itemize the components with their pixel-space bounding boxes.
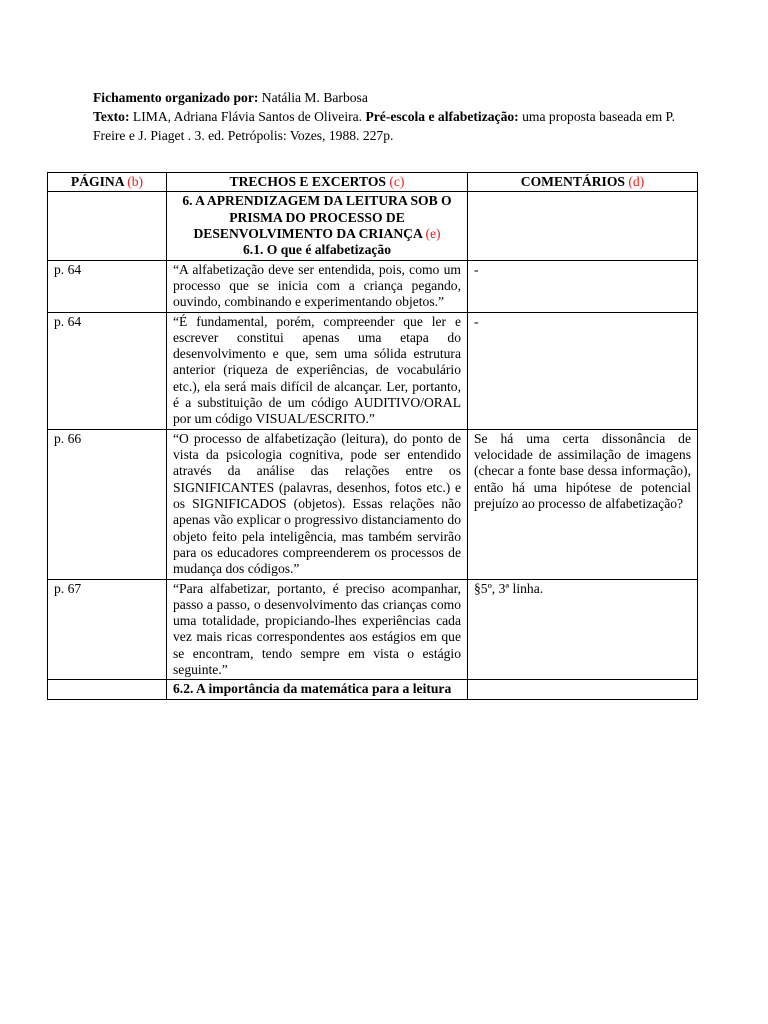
reading-notes-table bbox=[47, 172, 698, 700]
organized-by-label: Fichamento organizado por: bbox=[93, 90, 259, 105]
column-header-excerpts: TRECHOS E EXCERTOS (c) bbox=[167, 173, 468, 192]
source-text-line bbox=[93, 107, 683, 145]
excerpt-cell: “O processo de alfabetização (leitura), do ponto de vista da psicologia cognitiva, pode ser entendido através da análise das relações entre os SIGNIFICANTES (palavras, desenhos, fotos etc.) e os SIGNIFICADOS (objetos). Essas relações não apenas vão explicar o progressivo distanciamento do objeto feito pela inteligência, mas também servirão para os educadores compreenderem os processos de mudança dos códigos.” bbox=[167, 429, 468, 579]
comment-cell: Se há uma certa dissonância de velocidade de assimilação de imagens (checar a fonte base dessa informação), então há uma hipótese de potencial prejuízo ao processo de alfabetização? bbox=[468, 429, 698, 579]
section-row bbox=[48, 680, 698, 699]
section-marker-e: (e) bbox=[425, 225, 441, 241]
section-page-cell bbox=[48, 192, 167, 260]
comment-cell: - bbox=[468, 312, 698, 429]
table-header-row bbox=[48, 173, 698, 192]
table-row bbox=[48, 579, 698, 680]
table-row bbox=[48, 260, 698, 312]
column-marker-c: (c) bbox=[389, 174, 405, 189]
column-marker-d: (d) bbox=[628, 174, 645, 189]
excerpt-cell: “É fundamental, porém, compreender que ler e escrever constitui apenas uma etapa do desenvolvimento e que, sem uma sólida estrutura anterior (riqueza de experiências, de vocabulário etc.), ela será mais difícil de alcançar. Ler, portanto, é a substituição de um código AUDITIVO/ORAL por um código VISUAL/ESCRITO.” bbox=[167, 312, 468, 429]
table-row bbox=[48, 429, 698, 579]
table-row bbox=[48, 312, 698, 429]
section-row bbox=[48, 192, 698, 260]
section-title-cell bbox=[167, 192, 468, 260]
column-marker-b: (b) bbox=[127, 174, 144, 189]
excerpt-cell: “A alfabetização deve ser entendida, pois, como um processo que se inicia com a criança pegando, ouvindo, combinando e experimentando objetos.” bbox=[167, 260, 468, 312]
column-header-page: PÁGINA (b) bbox=[48, 173, 167, 192]
page-cell: p. 64 bbox=[48, 260, 167, 312]
section-comment-cell bbox=[468, 192, 698, 260]
page-cell: p. 64 bbox=[48, 312, 167, 429]
source-title: Pré-escola e alfabetização: bbox=[365, 109, 519, 124]
section-page-cell bbox=[48, 680, 167, 699]
section-title: 6. A APRENDIZAGEM DA LEITURA SOB O PRISMA DO PROCESSO DE DESENVOLVIMENTO DA CRIANÇA bbox=[182, 193, 452, 241]
comment-cell: - bbox=[468, 260, 698, 312]
source-text-label: Texto: bbox=[93, 109, 130, 124]
document-header bbox=[93, 88, 683, 145]
organized-by-value: Natália M. Barbosa bbox=[258, 90, 368, 105]
page-cell: p. 67 bbox=[48, 579, 167, 680]
section-comment-cell bbox=[468, 680, 698, 699]
section-title-cell: 6.2. A importância da matemática para a leitura bbox=[167, 680, 468, 699]
comment-cell: §5º, 3ª linha. bbox=[468, 579, 698, 680]
page-cell: p. 66 bbox=[48, 429, 167, 579]
excerpt-cell: “Para alfabetizar, portanto, é preciso acompanhar, passo a passo, o desenvolvimento das crianças como uma totalidade, propiciando-lhes experiências cada vez mais ricas correspondentes aos estágios em que se encontram, tendo sempre em vista o estágio seguinte.” bbox=[167, 579, 468, 680]
source-rest: uma proposta baseada em P. Freire e J. Piaget . 3. ed. Petrópolis: Vozes, 1988. 227p. bbox=[93, 109, 675, 143]
source-authors: LIMA, Adriana Flávia Santos de Oliveira. bbox=[129, 109, 366, 124]
organized-by-line bbox=[93, 88, 683, 107]
section-subtitle: 6.1. O que é alfabetização bbox=[243, 242, 391, 258]
column-header-comments: COMENTÁRIOS (d) bbox=[468, 173, 698, 192]
